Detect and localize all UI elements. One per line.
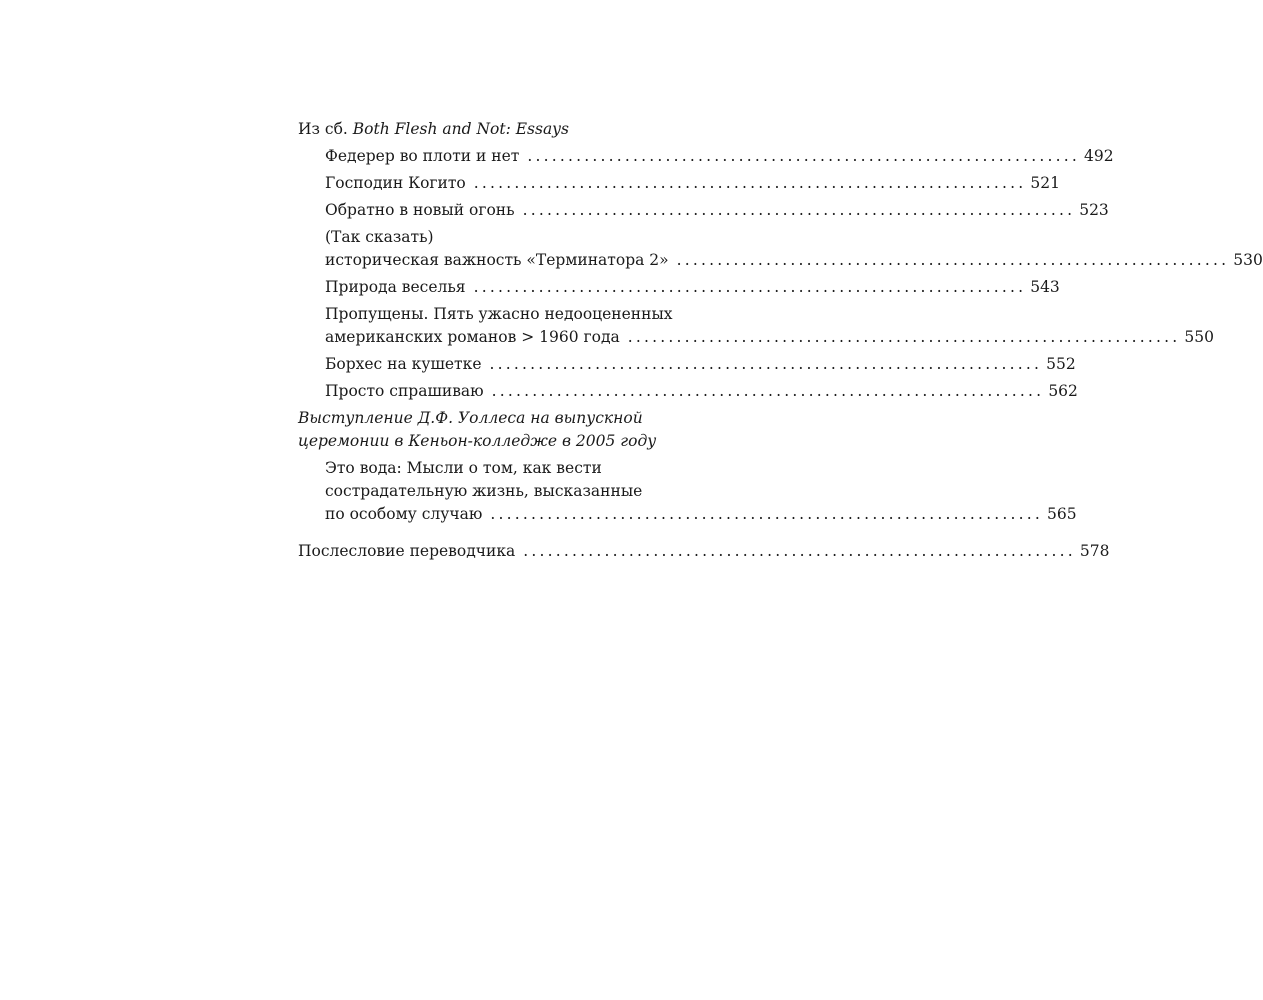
dot-leader: .................................................................... <box>489 355 1043 373</box>
section-heading-title: Both Flesh and Not: Essays <box>352 120 569 138</box>
toc-entry-overlooked[interactable] <box>325 303 1214 349</box>
toc-entry-afterword[interactable] <box>298 540 1110 563</box>
section-heading-prefix: Из сб. <box>298 120 353 138</box>
toc-entry-title: историческая важность «Терминатора 2» <box>325 251 669 269</box>
toc-entry-page: 565 <box>1046 505 1077 523</box>
dot-leader: .................................................................... <box>522 201 1076 219</box>
toc-entry-just-asking[interactable] <box>325 380 1078 403</box>
toc-entry-page: 552 <box>1046 355 1076 373</box>
dot-leader: .................................................................... <box>523 542 1076 560</box>
toc-entry-title: Борхес на кушетке <box>325 355 482 373</box>
toc-entry-title: Господин Когито <box>325 174 466 192</box>
dot-leader: .................................................................... <box>490 505 1043 523</box>
section-heading-line1: Выступление Д.Ф. Уоллеса на выпускной <box>298 409 643 427</box>
toc-entry-title: Федерер во плоти и нет <box>325 147 520 165</box>
toc-entry-title-line2: сострадательную жизнь, высказанные <box>325 482 643 500</box>
toc-entry-title: по особому случаю <box>325 505 483 523</box>
toc-entry-page: 530 <box>1233 251 1263 269</box>
section-heading-both-flesh <box>298 118 728 141</box>
toc-entry-page: 550 <box>1184 328 1214 346</box>
table-of-contents <box>298 118 1263 563</box>
toc-entry-title: Природа веселья <box>325 278 466 296</box>
dot-leader: .................................................................... <box>627 328 1181 346</box>
toc-entry-page: 492 <box>1084 147 1114 165</box>
dot-leader: .................................................................... <box>473 174 1027 192</box>
toc-entry-federer[interactable] <box>325 145 1114 168</box>
dot-leader: .................................................................... <box>473 278 1027 296</box>
toc-entry-title: американских романов > 1960 года <box>325 328 620 346</box>
toc-entry-page: 523 <box>1079 201 1109 219</box>
toc-entry-cogito[interactable] <box>325 172 1060 195</box>
toc-entry-new-fire[interactable] <box>325 199 1109 222</box>
toc-entry-page: 562 <box>1048 382 1078 400</box>
dot-leader: .................................................................... <box>676 251 1230 269</box>
toc-entry-title: Обратно в новый огонь <box>325 201 515 219</box>
section-heading-kenyon <box>298 407 728 453</box>
toc-entry-page: 578 <box>1079 542 1110 560</box>
toc-entry-this-is-water[interactable] <box>325 457 1077 526</box>
toc-entry-fun[interactable] <box>325 276 1060 299</box>
toc-entry-title: Просто спрашиваю <box>325 382 484 400</box>
toc-entry-page: 521 <box>1030 174 1060 192</box>
toc-entry-title-line1: Это вода: Мысли о том, как вести <box>325 459 602 477</box>
toc-entry-terminator[interactable] <box>325 226 1263 272</box>
section-heading-line2: церемонии в Кеньон-колледже в 2005 году <box>298 432 657 450</box>
toc-entry-title-line1: Пропущены. Пять ужасно недооцененных <box>325 305 673 323</box>
dot-leader: .................................................................... <box>527 147 1081 165</box>
dot-leader: .................................................................... <box>491 382 1045 400</box>
toc-entry-page: 543 <box>1030 278 1060 296</box>
toc-entry-title: Послесловие переводчика <box>298 542 516 560</box>
toc-entry-title-line1: (Так сказать) <box>325 228 434 246</box>
toc-entry-borges[interactable] <box>325 353 1076 376</box>
